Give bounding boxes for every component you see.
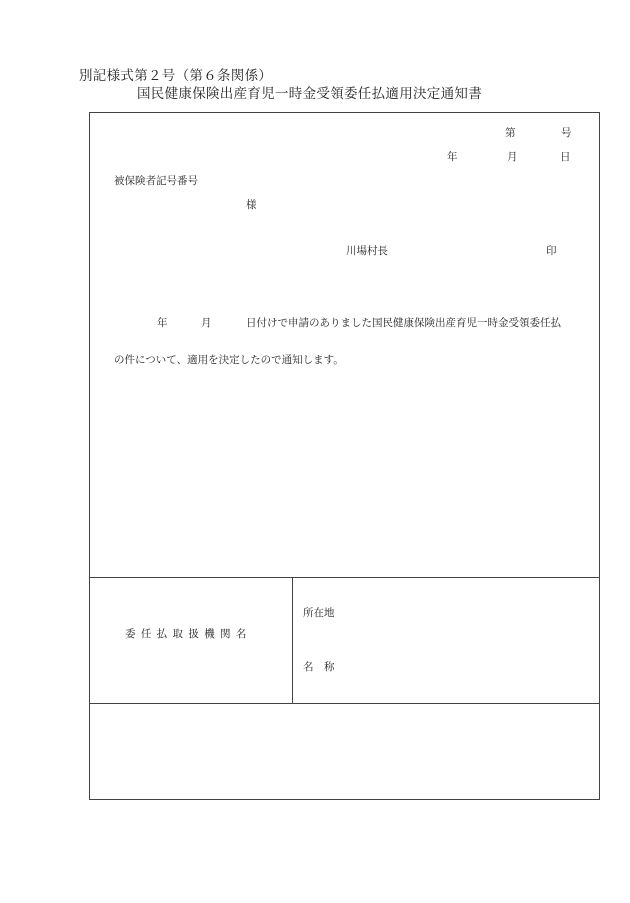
issuer-name: 川場村長 <box>346 245 388 257</box>
body-text-line1: 日付けで申請のありました国民健康保険出産育児一時金受領委任払 <box>246 317 561 329</box>
form-label: 別記様式第２号（第６条関係） <box>79 68 273 84</box>
insured-number-label: 被保険者記号番号 <box>114 175 198 187</box>
body-text-line2: の件について、適用を決定したので通知します。 <box>114 354 344 366</box>
document-title: 国民健康保険出産育児一時金受領委任払適用決定通知書 <box>137 86 482 102</box>
agency-address-label: 所在地 <box>303 607 335 619</box>
remarks-area <box>90 704 599 799</box>
honorific: 様 <box>246 199 257 211</box>
date-year: 年 <box>447 151 458 163</box>
divider-agency-top <box>90 577 599 578</box>
number-suffix: 号 <box>561 127 572 139</box>
agency-label: 委 任 払 取 扱 機 関 名 <box>125 628 248 640</box>
seal-mark: 印 <box>546 245 557 257</box>
date-month: 月 <box>507 151 518 163</box>
agency-name-label: 名 称 <box>303 661 335 673</box>
body-year: 年 <box>157 317 168 329</box>
number-prefix: 第 <box>505 127 516 139</box>
divider-agency-vertical <box>292 577 293 703</box>
form-frame <box>89 112 600 800</box>
date-day: 日 <box>560 151 571 163</box>
body-month: 月 <box>201 317 212 329</box>
